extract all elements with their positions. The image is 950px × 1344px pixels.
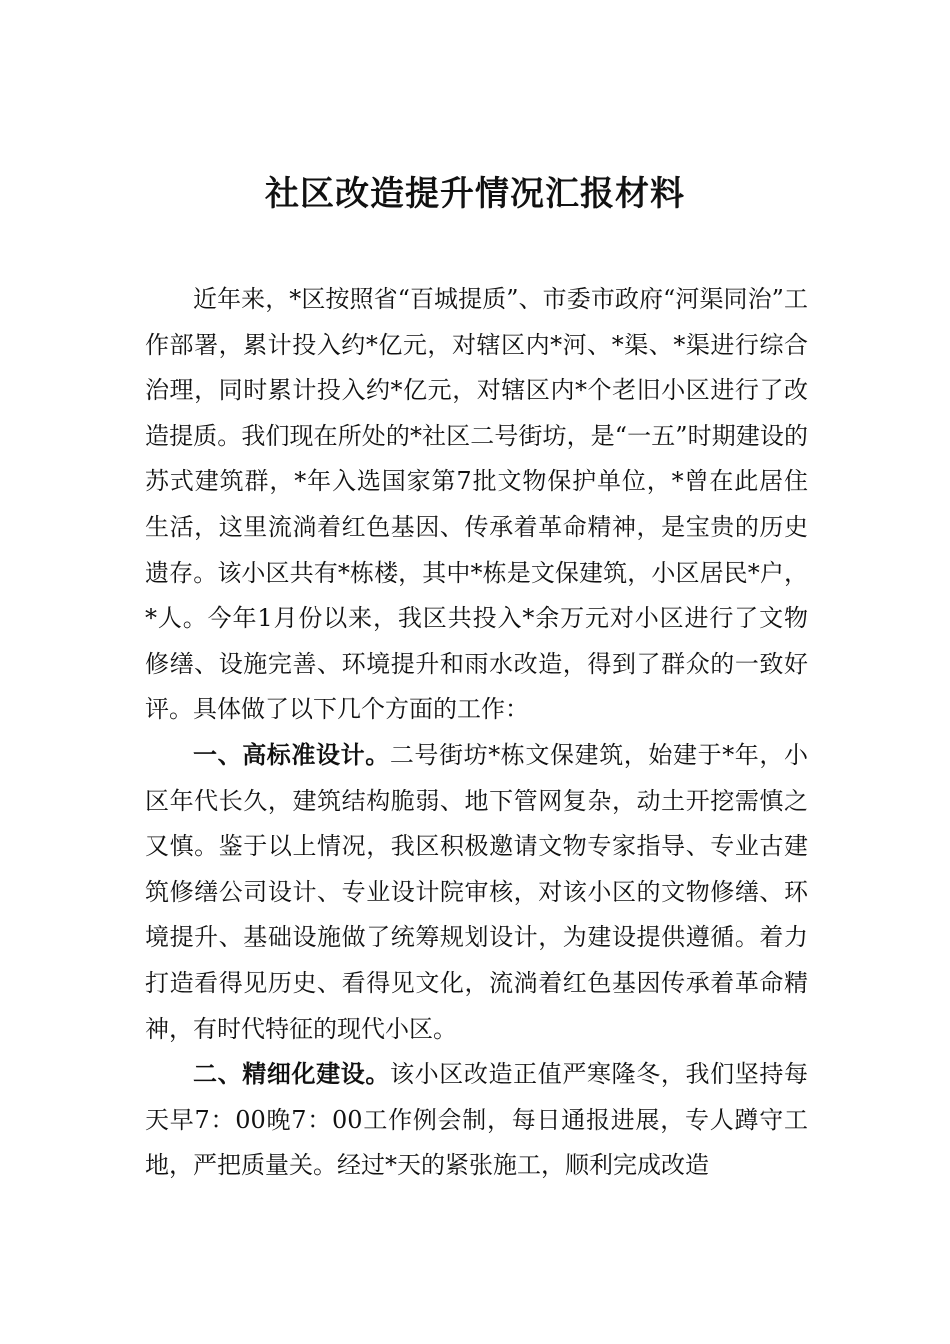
document-title: 社区改造提升情况汇报材料 [265, 174, 685, 214]
section-2-text: 该小区改造正值严寒隆冬，我们坚持每天早7：00晚7：00工作例会制，每日通报进展，专人蹲守工地，严把质量关。经过*天的紧张施工，顺利完成改造 [145, 1060, 808, 1180]
paragraph-section-2 [145, 1052, 808, 1189]
section-2-heading: 二、精细化建设。 [193, 1060, 390, 1089]
paragraph-intro [145, 277, 808, 733]
section-1-heading: 一、高标准设计。 [193, 740, 390, 769]
paragraph-section-1 [145, 733, 808, 1052]
document-body [145, 277, 808, 1189]
paragraph-intro-text: 近年来，*区按照省“百城提质”、市委市政府“河渠同治”工作部署，累计投入约*亿元，对辖区内*河、*渠、*渠进行综合治理，同时累计投入约*亿元，对辖区内*个老旧小区进行了改造提质。我们现在所处的*社区二号街坊，是“一五”时期建设的苏式建筑群，*年入选国家第7批文物保护单位，*曾在此居住生活，这里流淌着红色基因、传承着革命精神，是宝贵的历史遗存。该小区共有*栋楼，其中*栋是文保建筑，小区居民*户，*人。今年1月份以来，我区共投入*余万元对小区进行了文物修缮、设施完善、环境提升和雨水改造，得到了群众的一致好评。具体做了以下几个方面的工作： [145, 285, 808, 724]
section-1-text: 二号街坊*栋文保建筑，始建于*年，小区年代长久，建筑结构脆弱、地下管网复杂，动土开挖需慎之又慎。鉴于以上情况，我区积极邀请文物专家指导、专业古建筑修缮公司设计、专业设计院审核，对该小区的文物修缮、环境提升、基础设施做了统筹规划设计，为建设提供遵循。着力打造看得见历史、看得见文化，流淌着红色基因传承着革命精神，有时代特征的现代小区。 [145, 740, 809, 1043]
